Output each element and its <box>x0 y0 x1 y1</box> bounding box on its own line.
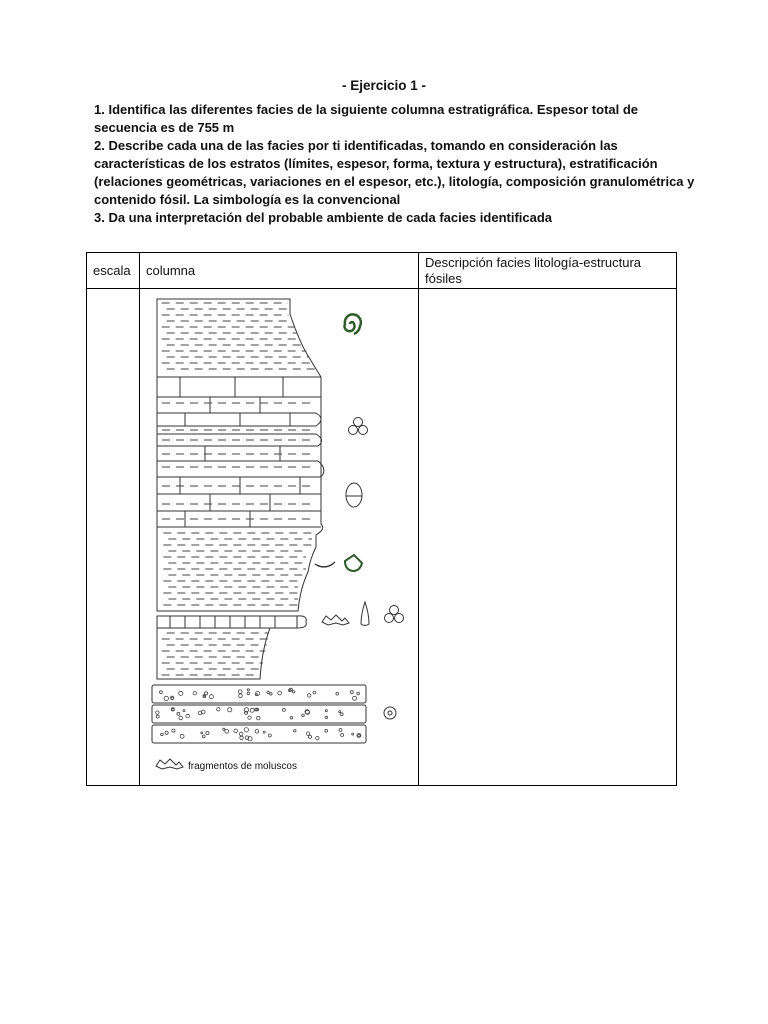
table-body-row <box>87 289 677 786</box>
column-cell <box>140 289 419 786</box>
scale-cell[interactable] <box>87 289 140 786</box>
conglomerate-bed-1 <box>152 685 366 703</box>
oolites-icon <box>349 418 368 435</box>
header-description: Descripción facies litología-estructura fósiles <box>419 253 677 289</box>
belemnite-icon <box>361 602 369 626</box>
exercise-title: - Ejercicio 1 - <box>341 78 427 93</box>
bivalve-icon <box>345 555 362 571</box>
instruction-2: 2. Describe cada una de las facies por ti identificadas, tomando en consideración las características de los estratos (límites, espesor, forma, textura y estructura), estratificación (relaciones geométricas, variaciones en el espesor, etc.), litología, composición granulométrica y contenido fósil. La simbología es la convencional <box>94 138 695 207</box>
oolites-icon-2 <box>385 606 404 623</box>
legend-mollusc-icon <box>156 759 183 769</box>
instruction-3: 3. Da una interpretación del probable ambiente de cada facies identificada <box>94 210 553 225</box>
shale-unit-top <box>157 299 323 611</box>
instructions <box>94 101 704 227</box>
exercise-table <box>86 252 677 786</box>
instruction-1: 1. Identifica las diferentes facies de la siguiente columna estratigráfica. Espesor total de secuencia es de 755 m <box>94 102 639 135</box>
mollusc-fragments-icon <box>322 615 349 625</box>
brachiopod-icon <box>346 483 362 507</box>
shell-curve-icon <box>315 562 335 567</box>
crinoid-icon <box>384 707 396 719</box>
conglomerate-bed-3 <box>152 725 366 743</box>
stratigraphic-column <box>140 289 419 787</box>
description-cell[interactable] <box>419 289 677 786</box>
header-scale: escala <box>87 253 140 289</box>
conglomerate-bed-2 <box>152 705 366 723</box>
thin-limestone-bed <box>157 616 297 628</box>
table-header-row <box>87 253 677 289</box>
legend-label: fragmentos de moluscos <box>188 761 297 772</box>
gastropod-spiral-icon <box>345 314 361 334</box>
header-column: columna <box>140 253 419 289</box>
